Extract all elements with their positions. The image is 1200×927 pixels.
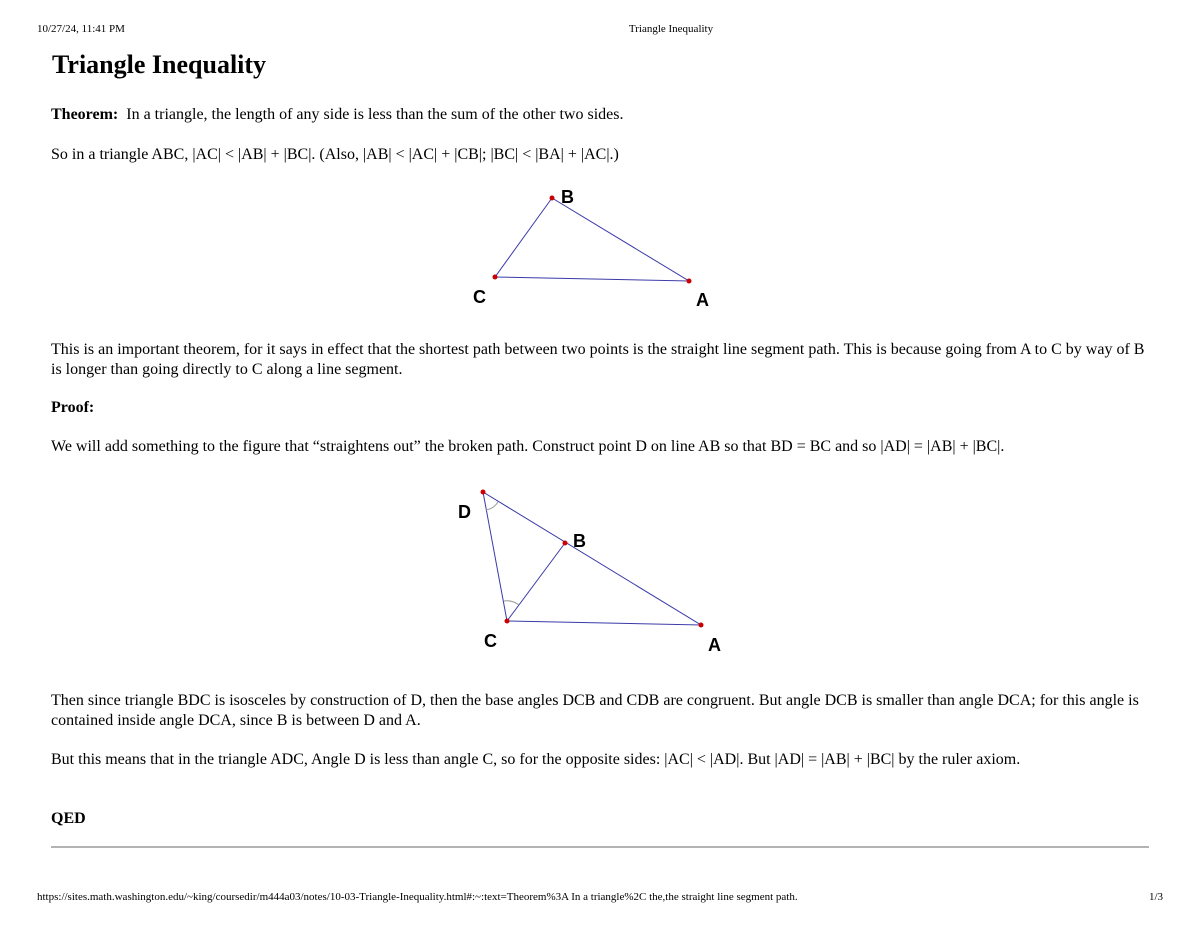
print-footer-page-number: 1/3 [1148,891,1163,903]
label-a: A [696,290,709,310]
point-b [563,541,568,546]
point-c [505,619,510,624]
importance-paragraph: This is an important theorem, for it says in effect that the shortest path between two points is the straight line segment path. This is because going from A to C by way of B is longer than going directly to C along a line segment. [51,341,1145,378]
label-c: C [473,287,486,307]
angle-d-arc [486,502,498,510]
triangle-adc-figure [450,480,740,665]
angle-c-arc [504,601,519,605]
theorem-text: In a triangle, the length of any side is less than the sum of the other two sides. [126,106,624,123]
label-a: A [708,635,721,655]
conclusion-paragraph: But this means that in the triangle ADC, Angle D is less than angle C, so for the opposite sides: |AC| < |AD|. But |AD| = |AB| + |BC| by the ruler axiom. [51,751,1021,768]
label-d: D [458,502,471,522]
label-c: C [484,631,497,651]
point-d [481,490,486,495]
point-b [550,196,555,201]
theorem-paragraph [51,105,1156,125]
point-a [699,623,704,628]
qed-label: QED [51,810,86,827]
construction-paragraph: We will add something to the figure that “straightens out” the broken path. Construct point D on line AB so that BD = BC and so |AD| = |AB| + |BC|. [51,438,1005,455]
label-b: B [573,531,586,551]
page-title: Triangle Inequality [52,50,267,79]
print-header-datetime: 10/27/24, 11:41 PM [37,23,125,35]
horizontal-rule [51,846,1149,848]
print-footer-url: https://sites.math.washington.edu/~king/coursedir/m444a03/notes/10-03-Triangle-Inequality.html#:~:text=Theorem%3A In a triangle%2C the,the straight line segment path. [37,891,798,903]
label-b: B [561,187,574,207]
isosceles-paragraph: Then since triangle BDC is isosceles by construction of D, then the base angles DCB and CDB are congruent. But angle DCB is smaller than angle DCA; for this angle is contained inside angle DCA, since B is between D and A. [51,692,1139,729]
segment-cb [507,543,565,621]
point-c [493,275,498,280]
triangle-abc-figure [470,185,730,320]
triangle-abc-svg [470,185,730,315]
theorem-label: Theorem: [51,106,119,123]
triangle-abc-edges [495,198,689,281]
statement-paragraph: So in a triangle ABC, |AC| < |AB| + |BC|. (Also, |AB| < |AC| + |CB|; |BC| < |BA| + |AC|.) [51,146,619,163]
triangle-adc-edges [483,492,701,625]
triangle-adc-svg [450,480,740,660]
proof-label: Proof: [51,399,95,416]
print-header-title: Triangle Inequality [628,23,714,35]
point-a [687,279,692,284]
